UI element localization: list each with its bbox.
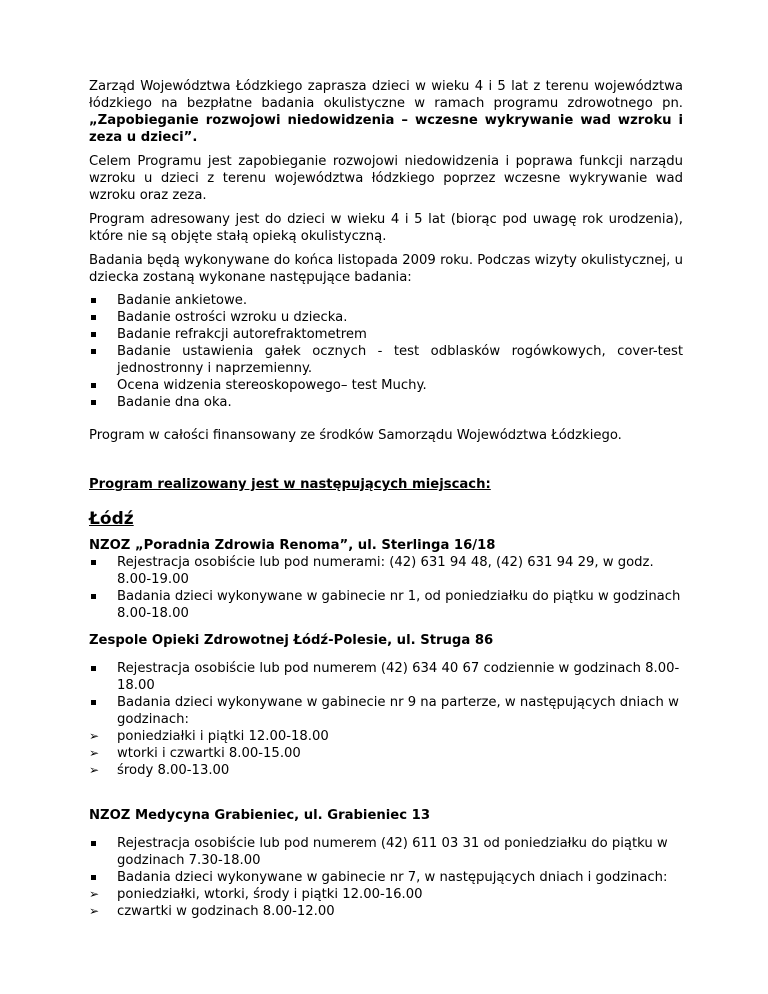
list-item: Badanie dna oka.	[89, 394, 683, 411]
clinic-info-list	[89, 554, 683, 622]
list-item: Rejestracja osobiście lub pod numerem (42) 611 03 31 od poniedziałku do piątku w godzinach 7.30-18.00	[89, 835, 683, 869]
funding-paragraph: Program w całości finansowany ze środków Samorządu Województwa Łódzkiego.	[89, 428, 622, 443]
goal-paragraph: Celem Programu jest zapobieganie rozwojowi niedowidzenia i poprawa funkcji narządu wzroku u dzieci z terenu województwa łódzkiego poprzez wczesne wykrywanie wad wzroku oraz zeza.	[89, 154, 683, 203]
exams-list	[89, 292, 683, 411]
city-heading: Łódź	[89, 509, 134, 529]
exams-intro-paragraph: Badania będą wykonywane do końca listopada 2009 roku. Podczas wizyty okulistycznej, u dziecka zostaną wykonane następujące badania:	[89, 253, 683, 285]
clinic-name: NZOZ „Poradnia Zdrowia Renoma”, ul. Sterlinga 16/18	[89, 538, 496, 553]
document-page	[89, 78, 683, 920]
list-item: Badania dzieci wykonywane w gabinecie nr 9 na parterze, w następujących dniach w godzinach:	[89, 694, 683, 728]
list-item: Badanie ostrości wzroku u dziecka.	[89, 309, 683, 326]
list-item: Badania dzieci wykonywane w gabinecie nr 7, w następujących dniach i godzinach:	[89, 869, 683, 886]
intro-paragraph	[89, 78, 683, 146]
list-item: ➢ środy 8.00-13.00	[89, 762, 683, 779]
clinic-info-list	[89, 835, 683, 920]
list-item: Badanie ankietowe.	[89, 292, 683, 309]
list-item: Badanie refrakcji autorefraktometrem	[89, 326, 683, 343]
list-item: ➢ czwartki w godzinach 8.00-12.00	[89, 903, 683, 920]
target-paragraph: Program adresowany jest do dzieci w wieku 4 i 5 lat (biorąc pod uwagę rok urodzenia), które nie są objęte stałą opieką okulistyczną.	[89, 212, 683, 244]
program-name: „Zapobieganie rozwojowi niedowidzenia – wczesne wykrywanie wad wzroku i zeza u dzieci”.	[89, 113, 683, 145]
list-item: Ocena widzenia stereoskopowego– test Muchy.	[89, 377, 683, 394]
list-item: ➢ poniedziałki i piątki 12.00-18.00	[89, 728, 683, 745]
intro-text: Zarząd Województwa Łódzkiego zaprasza dzieci w wieku 4 i 5 lat z terenu województwa łódzkiego na bezpłatne badania okulistyczne w ramach programu zdrowotnego pn.	[89, 79, 683, 111]
list-item: Rejestracja osobiście lub pod numerami: (42) 631 94 48, (42) 631 94 29, w godz. 8.00-19.00	[89, 554, 683, 588]
clinic-name: NZOZ Medycyna Grabieniec, ul. Grabieniec 13	[89, 808, 431, 823]
list-item: Badanie ustawienia gałek ocznych - test odblasków rogówkowych, cover-test jednostronny i naprzemienny.	[89, 343, 683, 377]
list-item: ➢ poniedziałki, wtorki, środy i piątki 12.00-16.00	[89, 886, 683, 903]
list-item: Rejestracja osobiście lub pod numerem (42) 634 40 67 codziennie w godzinach 8.00-18.00	[89, 660, 683, 694]
list-item: ➢ wtorki i czwartki 8.00-15.00	[89, 745, 683, 762]
clinic-info-list	[89, 660, 683, 779]
list-item: Badania dzieci wykonywane w gabinecie nr 1, od poniedziałku do piątku w godzinach 8.00-18.00	[89, 588, 683, 622]
places-heading: Program realizowany jest w następujących miejscach:	[89, 477, 491, 492]
clinic-name: Zespole Opieki Zdrowotnej Łódź-Polesie, ul. Struga 86	[89, 633, 494, 648]
